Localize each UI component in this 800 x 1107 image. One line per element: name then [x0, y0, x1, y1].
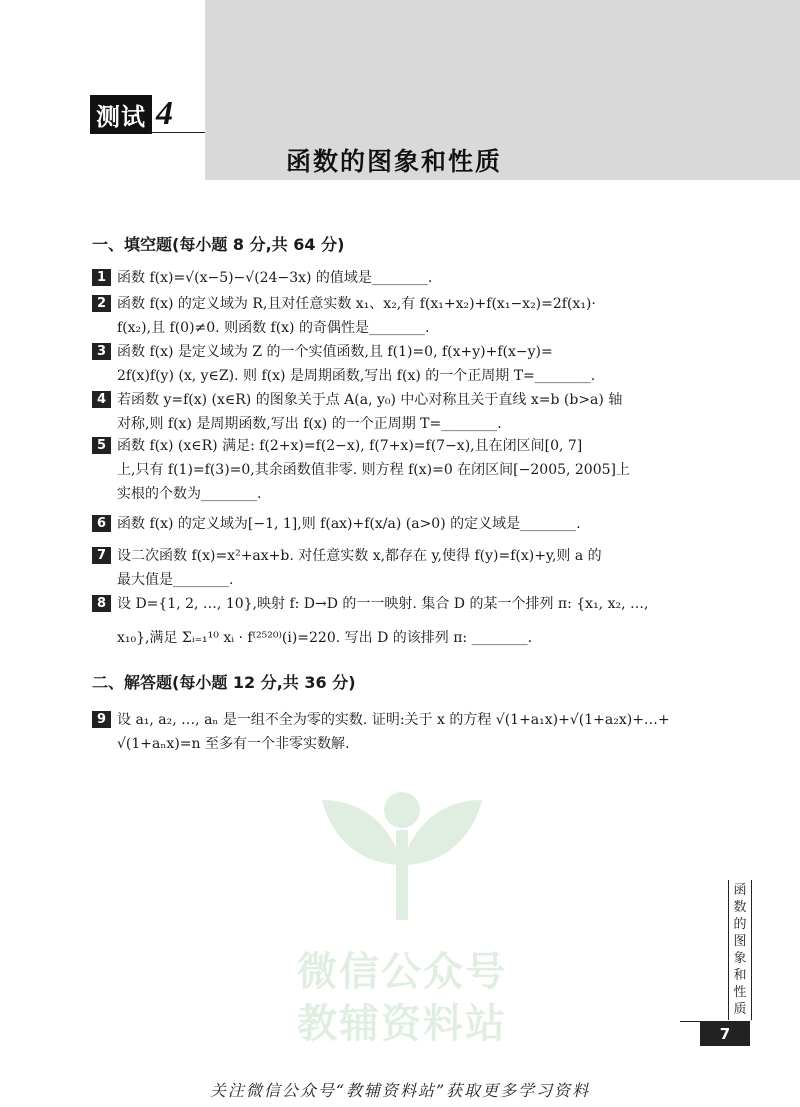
problem-number: 7: [92, 547, 111, 564]
test-number: 4: [156, 95, 173, 132]
side-tab-char: 函: [733, 883, 747, 898]
problem-number: 4: [92, 391, 111, 408]
problem-text: √(1+aₙx)=n 至多有一个非零实数解.: [117, 736, 350, 752]
page-number: 7: [700, 1022, 750, 1046]
problem-number: 9: [92, 711, 111, 728]
problem-text: 函数 f(x) 的定义域为[−1, 1],则 f(ax)+f(x/a) (a>0) 的定义域是________.: [117, 516, 581, 532]
watermark-sprout-icon: [262, 770, 542, 940]
problem-number: 2: [92, 295, 111, 312]
watermark-line-1: 微信公众号: [297, 949, 507, 995]
problem-2: [92, 292, 712, 340]
test-label-box: 测试: [90, 95, 152, 134]
side-tab-char: 数: [733, 900, 747, 915]
problem-text: 设 a₁, a₂, …, aₙ 是一组不全为零的实数. 证明:关于 x 的方程 √(1+a₁x)+√(1+a₂x)+…+: [117, 712, 670, 728]
side-tab-char: 的: [733, 917, 747, 932]
problem-text: 设 D={1, 2, …, 10},映射 f: D→D 的一一映射. 集合 D 的某一个排列 π: {x₁, x₂, …,: [117, 596, 649, 612]
problem-text: x₁₀},满足 Σᵢ₌₁¹⁰ xᵢ · f⁽²⁵²⁰⁾(i)=220. 写出 D 的该排列 π: ________.: [117, 630, 533, 646]
problem-5: [92, 434, 712, 506]
problem-9: [92, 708, 712, 756]
problem-number: 6: [92, 515, 111, 532]
problem-text: 最大值是________.: [117, 572, 234, 588]
side-tab-char: 和: [733, 968, 747, 983]
test-label-underline: [150, 132, 205, 133]
problem-text: 函数 f(x) 的定义域为 R,且对任意实数 x₁、x₂,有 f(x₁+x₂)+f(x₁−x₂)=2f(x₁)·: [117, 296, 596, 312]
problem-text: 实根的个数为________.: [117, 486, 262, 502]
problem-4: [92, 388, 712, 436]
footer-note: 关注微信公众号“教辅资料站”获取更多学习资料: [209, 1081, 591, 1100]
problem-3: [92, 340, 712, 388]
watermark-line-2: 教辅资料站: [297, 1001, 507, 1047]
section-heading-answer: 二、解答题(每小题 12 分,共 36 分): [92, 673, 356, 692]
problem-text: 若函数 y=f(x) (x∈R) 的图象关于点 A(a, y₀) 中心对称且关于直线 x=b (b>a) 轴: [117, 392, 623, 408]
section-heading-fill-in: 一、填空题(每小题 8 分,共 64 分): [92, 235, 345, 254]
problem-text: 上,只有 f(1)=f(3)=0,其余函数值非零. 则方程 f(x)=0 在闭区间[−2005, 2005]上: [117, 462, 630, 478]
problem-1: [92, 266, 712, 290]
problem-text: 对称,则 f(x) 是周期函数,写出 f(x) 的一个正周期 T=________.: [117, 416, 502, 432]
problem-number: 8: [92, 595, 111, 612]
problem-6: [92, 512, 712, 536]
side-tab-char: 象: [733, 951, 747, 966]
problem-text: 2f(x)f(y) (x, y∈Z). 则 f(x) 是周期函数,写出 f(x) 的一个正周期 T=________.: [117, 368, 596, 384]
side-tab-char: 质: [733, 1002, 747, 1017]
problem-number: 1: [92, 269, 111, 286]
problem-text: 函数 f(x) (x∈R) 满足: f(2+x)=f(2−x), f(7+x)=f(7−x),且在闭区间[0, 7]: [117, 438, 583, 454]
problem-number: 3: [92, 343, 111, 360]
side-chapter-tab: [728, 880, 752, 1020]
problem-8: [92, 592, 712, 650]
watermark: [262, 770, 542, 1050]
problem-7: [92, 544, 712, 592]
side-tab-char: 性: [733, 985, 747, 1000]
side-tab-char: 图: [733, 934, 747, 949]
problem-text: 函数 f(x) 是定义域为 Z 的一个实值函数,且 f(1)=0, f(x+y)+f(x−y)=: [117, 344, 553, 360]
chapter-title: 函数的图象和性质: [286, 147, 503, 176]
problem-text: 设二次函数 f(x)=x²+ax+b. 对任意实数 x,都存在 y,使得 f(y)=f(x)+y,则 a 的: [117, 548, 602, 564]
test-label: [90, 96, 173, 132]
problem-number: 5: [92, 437, 111, 454]
problem-text: 函数 f(x)=√(x−5)−√(24−3x) 的值域是________.: [117, 270, 433, 286]
problem-text: f(x₂),且 f(0)≠0. 则函数 f(x) 的奇偶性是________.: [117, 320, 430, 336]
